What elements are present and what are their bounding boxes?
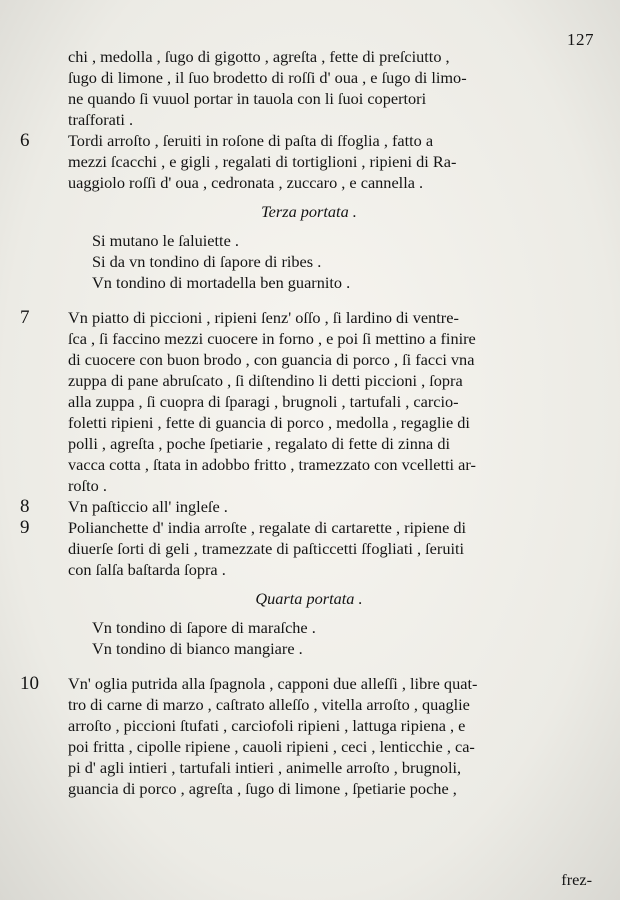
- item-line: [20, 517, 598, 538]
- line-text: diuerſe ſorti di geli , tramezzate di paſticcetti ſfogliati , ſeruiti: [68, 539, 465, 558]
- item-line: [20, 328, 598, 349]
- line-text: Vn paſticcio all' ingleſe .: [68, 497, 228, 516]
- line-text: chi , medolla , ſugo di gigotto , agreſta , fette di preſciutto ,: [68, 47, 450, 66]
- item-line: [20, 496, 598, 517]
- line-text: roſto .: [68, 476, 107, 495]
- catchword: frez-: [561, 870, 592, 889]
- item-number: 7: [20, 307, 30, 328]
- item-line: [20, 715, 598, 736]
- page-number: 127: [567, 30, 594, 49]
- line-text: Tordi arroſto , ſeruiti in roſone di paſta di ſfoglia , fatto a: [68, 131, 434, 150]
- item-line: [20, 694, 598, 715]
- item-line: [20, 349, 598, 370]
- item-number: 8: [20, 496, 30, 517]
- line-text: tro di carne di marzo , caſtrato alleſſo , vitella arroſto , quaglie: [68, 695, 470, 714]
- item-line: [20, 151, 598, 172]
- item-line: [20, 673, 598, 694]
- line-text: arroſto , piccioni ſtufati , carciofoli ripieni , lattuga ripiena , e: [68, 716, 466, 735]
- item-line: [20, 391, 598, 412]
- section-heading: Quarta portata .: [255, 589, 363, 608]
- body-text: [20, 46, 598, 799]
- text-line: [20, 638, 598, 659]
- item-line: [20, 172, 598, 193]
- line-text: ſca , ſi faccino mezzi cuocere in forno , e poi ſi mettino a finire: [68, 329, 476, 348]
- item-line: [20, 433, 598, 454]
- line-text: Vn tondino di mortadella ben guarnito .: [92, 273, 351, 292]
- item-line: [20, 412, 598, 433]
- text-line: [20, 46, 598, 67]
- item-line: [20, 778, 598, 799]
- section-heading: Terza portata .: [261, 202, 357, 221]
- line-text: Polianchette d' india arroſte , regalate di cartarette , ripiene di: [68, 518, 467, 537]
- text-line: [20, 88, 598, 109]
- line-text: con ſalſa baſtarda ſopra .: [68, 560, 226, 579]
- line-text: foletti ripieni , fette di guancia di porco , medolla , regaglie di: [68, 413, 470, 432]
- item-line: [20, 370, 598, 391]
- item-line: [20, 559, 598, 580]
- line-text: mezzi ſcacchi , e gigli , regalati di tortiglioni , ripieni di Ra-: [68, 152, 457, 171]
- item-line: [20, 307, 598, 328]
- line-text: uaggiolo roſſi d' oua , cedronata , zuccaro , e cannella .: [68, 173, 424, 192]
- line-text: vacca cotta , ſtata in adobbo fritto , tramezzato con vcelletti ar-: [68, 455, 476, 474]
- line-text: Vn piatto di piccioni , ripieni ſenz' oſſo , ſi lardino di ventre-: [68, 308, 459, 327]
- item-line: [20, 475, 598, 496]
- text-line: [20, 230, 598, 251]
- line-text: poi fritta , cipolle ripiene , cauoli ripieni , ceci , lenticchie , ca-: [68, 737, 475, 756]
- item-number: 6: [20, 130, 30, 151]
- line-text: Vn tondino di ſapore di maraſche .: [92, 618, 316, 637]
- item-line: [20, 538, 598, 559]
- line-text: Si da vn tondino di ſapore di ribes .: [92, 252, 322, 271]
- line-text: guancia di porco , agreſta , ſugo di limone , ſpetiarie poche ,: [68, 779, 457, 798]
- line-text: di cuocere con buon brodo , con guancia di porco , ſi facci vna: [68, 350, 475, 369]
- item-line: [20, 736, 598, 757]
- line-text: pi d' agli intieri , tartufali intieri , animelle arroſto , brugnoli,: [68, 758, 462, 777]
- text-line: [20, 617, 598, 638]
- line-text: Si mutano le ſaluiette .: [92, 231, 239, 250]
- text-line: [20, 251, 598, 272]
- line-text: polli , agreſta , poche ſpetiarie , regalato di fette di zinna di: [68, 434, 451, 453]
- line-text: ne quando ſi vuuol portar in tauola con li ſuoi copertori: [68, 89, 427, 108]
- text-line: [20, 109, 598, 130]
- item-number: 9: [20, 517, 30, 538]
- line-text: ſugo di limone , il ſuo brodetto di roſſi d' oua , e ſugo di limo-: [68, 68, 467, 87]
- line-text: alla zuppa , ſi cuopra di ſparagi , brugnoli , tartufali , carcio-: [68, 392, 459, 411]
- item-line: [20, 757, 598, 778]
- item-line: [20, 454, 598, 475]
- line-text: traſforati .: [68, 110, 134, 129]
- line-text: Vn tondino di bianco mangiare .: [92, 639, 303, 658]
- text-line: [20, 67, 598, 88]
- item-line: [20, 130, 598, 151]
- item-number: 10: [20, 673, 39, 694]
- line-text: Vn' oglia putrida alla ſpagnola , capponi due alleſſi , libre quat-: [68, 674, 478, 693]
- text-line: [20, 272, 598, 293]
- line-text: zuppa di pane abruſcato , ſi diſtendino li detti piccioni , ſopra: [68, 371, 463, 390]
